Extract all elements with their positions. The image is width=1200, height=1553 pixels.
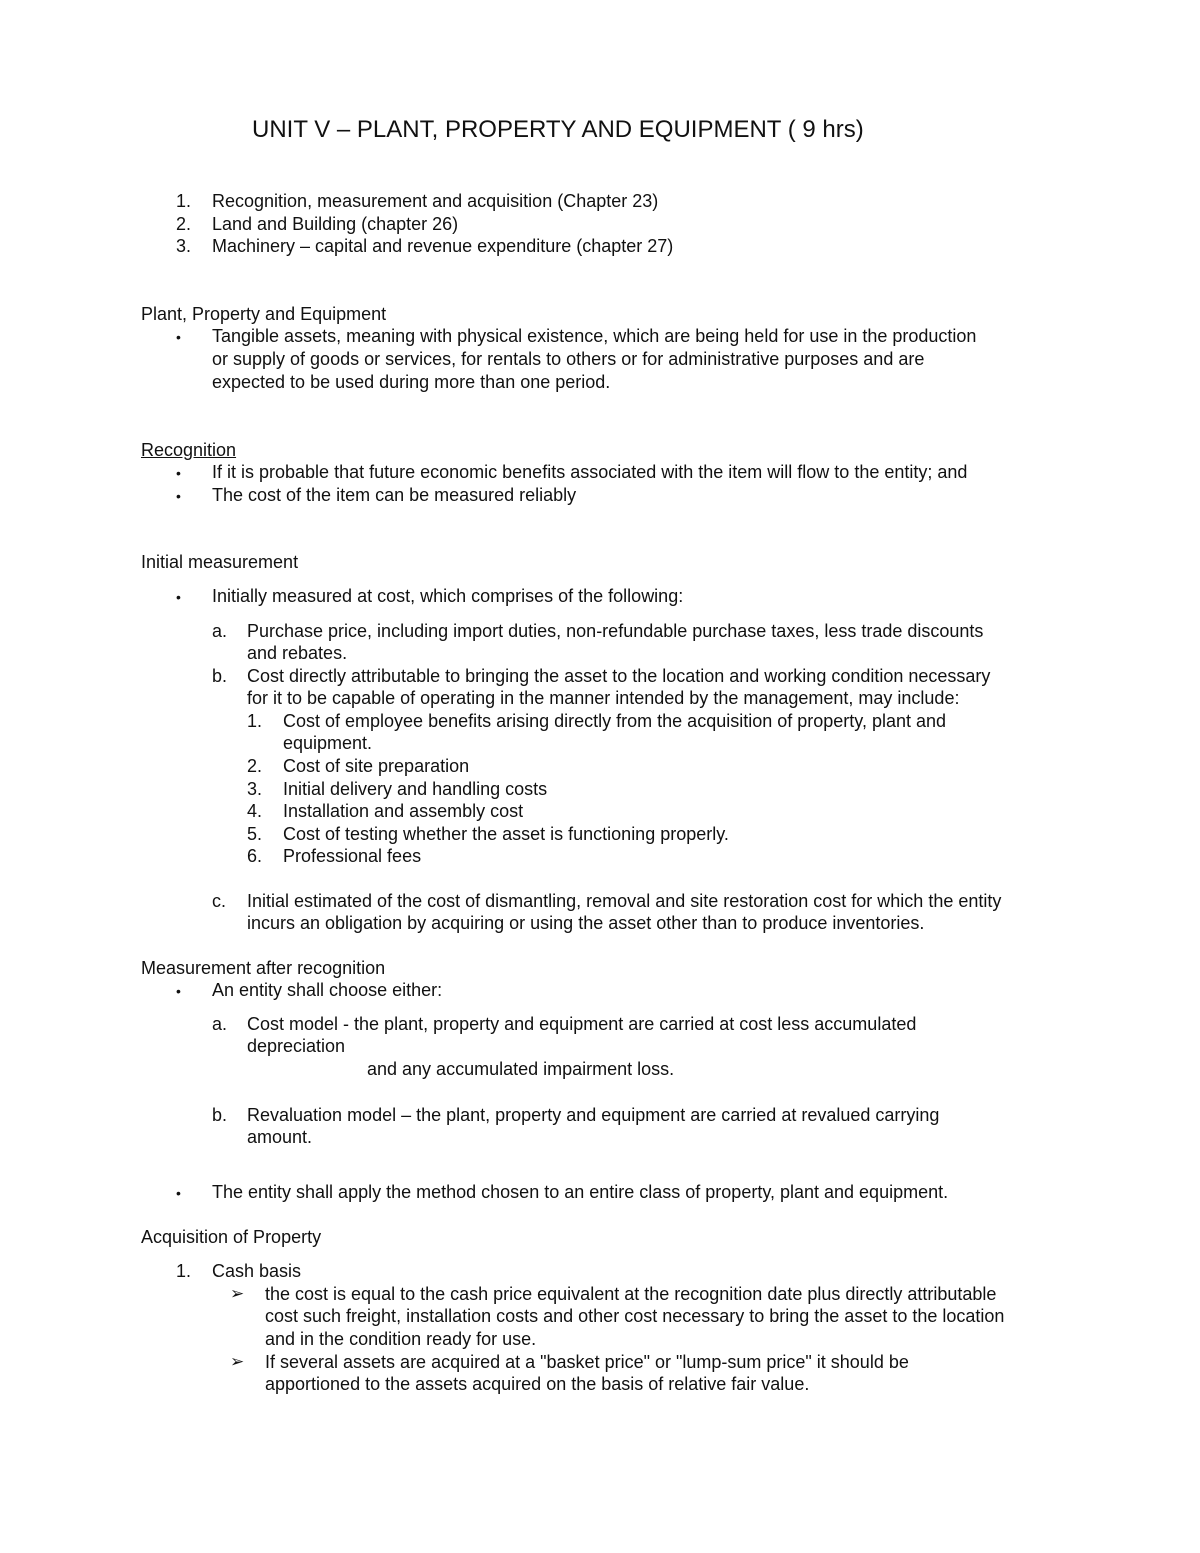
bullet-icon: •	[176, 488, 181, 504]
topic-number: 2.	[176, 214, 192, 234]
ppe-definition-line: expected to be used during more than one period.	[212, 372, 611, 392]
acquisition-point: If several assets are acquired at a "basket price" or "lump-sum price" it should be	[265, 1352, 909, 1372]
after-recognition-note: The entity shall apply the method chosen to an entire class of property, plant and equipment.	[212, 1182, 949, 1202]
cost-item-text: Initial estimated of the cost of dismantling, removal and site restoration cost for which the entity	[247, 891, 1002, 911]
sub-list-number: 3.	[247, 779, 263, 799]
sub-list-number: 1.	[247, 711, 263, 731]
sub-list-number: 2.	[247, 756, 263, 776]
acquisition-point: the cost is equal to the cash price equivalent at the recognition date plus directly attributable	[265, 1284, 997, 1304]
sub-list-item: Cost of site preparation	[283, 756, 470, 776]
list-letter: b.	[212, 1105, 228, 1125]
list-letter: b.	[212, 666, 228, 686]
arrow-bullet-icon: ➢	[230, 1352, 245, 1371]
section-heading: Plant, Property and Equipment	[141, 304, 387, 324]
sub-list-number: 4.	[247, 801, 263, 821]
model-text: and any accumulated impairment loss.	[367, 1059, 675, 1079]
bullet-icon: •	[176, 1185, 181, 1201]
topic-number: 3.	[176, 236, 192, 256]
topic-item: Recognition, measurement and acquisition (Chapter 23)	[212, 191, 659, 211]
recognition-criterion: If it is probable that future economic benefits associated with the item will flow to the entity; and	[212, 462, 968, 482]
bullet-icon: •	[176, 329, 181, 345]
model-text: Revaluation model – the plant, property and equipment are carried at revalued carrying	[247, 1105, 940, 1125]
bullet-icon: •	[176, 983, 181, 999]
after-recognition-intro: An entity shall choose either:	[212, 980, 443, 1000]
acquisition-point: and in the condition ready for use.	[265, 1329, 537, 1349]
model-text: Cost model - the plant, property and equipment are carried at cost less accumulated	[247, 1014, 917, 1034]
arrow-bullet-icon: ➢	[230, 1284, 245, 1303]
list-number: 1.	[176, 1261, 192, 1281]
sub-list-item: equipment.	[283, 733, 373, 753]
bullet-icon: •	[176, 589, 181, 605]
list-letter: a.	[212, 621, 228, 641]
bullet-icon: •	[176, 465, 181, 481]
sub-list-item: Cost of testing whether the asset is functioning properly.	[283, 824, 729, 844]
initial-measurement-intro: Initially measured at cost, which comprises of the following:	[212, 586, 684, 606]
section-heading: Measurement after recognition	[141, 958, 386, 978]
sub-list-item: Installation and assembly cost	[283, 801, 524, 821]
list-letter: c.	[212, 891, 227, 911]
ppe-definition-line: Tangible assets, meaning with physical existence, which are being held for use in the production	[212, 326, 977, 346]
section-heading: Initial measurement	[141, 552, 299, 572]
acquisition-point: apportioned to the assets acquired on the basis of relative fair value.	[265, 1374, 810, 1394]
model-text: depreciation	[247, 1036, 346, 1056]
sub-list-number: 5.	[247, 824, 263, 844]
acquisition-item: Cash basis	[212, 1261, 302, 1281]
cost-item-text: incurs an obligation by acquiring or using the asset other than to produce inventories.	[247, 913, 925, 933]
model-text: amount.	[247, 1127, 313, 1147]
recognition-criterion: The cost of the item can be measured reliably	[212, 485, 577, 505]
cost-item-text: Cost directly attributable to bringing the asset to the location and working condition necessary	[247, 666, 991, 686]
section-heading: Acquisition of Property	[141, 1227, 322, 1247]
ppe-definition-line: or supply of goods or services, for rentals to others or for administrative purposes and are	[212, 349, 925, 369]
section-heading: Recognition	[141, 440, 237, 460]
page-title: UNIT V – PLANT, PROPERTY AND EQUIPMENT ( 9 hrs)	[252, 116, 864, 143]
cost-item-text: and rebates.	[247, 643, 348, 663]
cost-item-text: for it to be capable of operating in the manner intended by the management, may include:	[247, 688, 960, 708]
sub-list-item: Professional fees	[283, 846, 422, 866]
cost-item-text: Purchase price, including import duties, non-refundable purchase taxes, less trade discounts	[247, 621, 984, 641]
list-letter: a.	[212, 1014, 228, 1034]
sub-list-item: Cost of employee benefits arising directly from the acquisition of property, plant and	[283, 711, 947, 731]
acquisition-point: cost such freight, installation costs and other cost necessary to bring the asset to the location	[265, 1306, 1005, 1326]
sub-list-item: Initial delivery and handling costs	[283, 779, 548, 799]
topic-number: 1.	[176, 191, 192, 211]
topic-item: Machinery – capital and revenue expenditure (chapter 27)	[212, 236, 674, 256]
sub-list-number: 6.	[247, 846, 263, 866]
topic-item: Land and Building (chapter 26)	[212, 214, 459, 234]
